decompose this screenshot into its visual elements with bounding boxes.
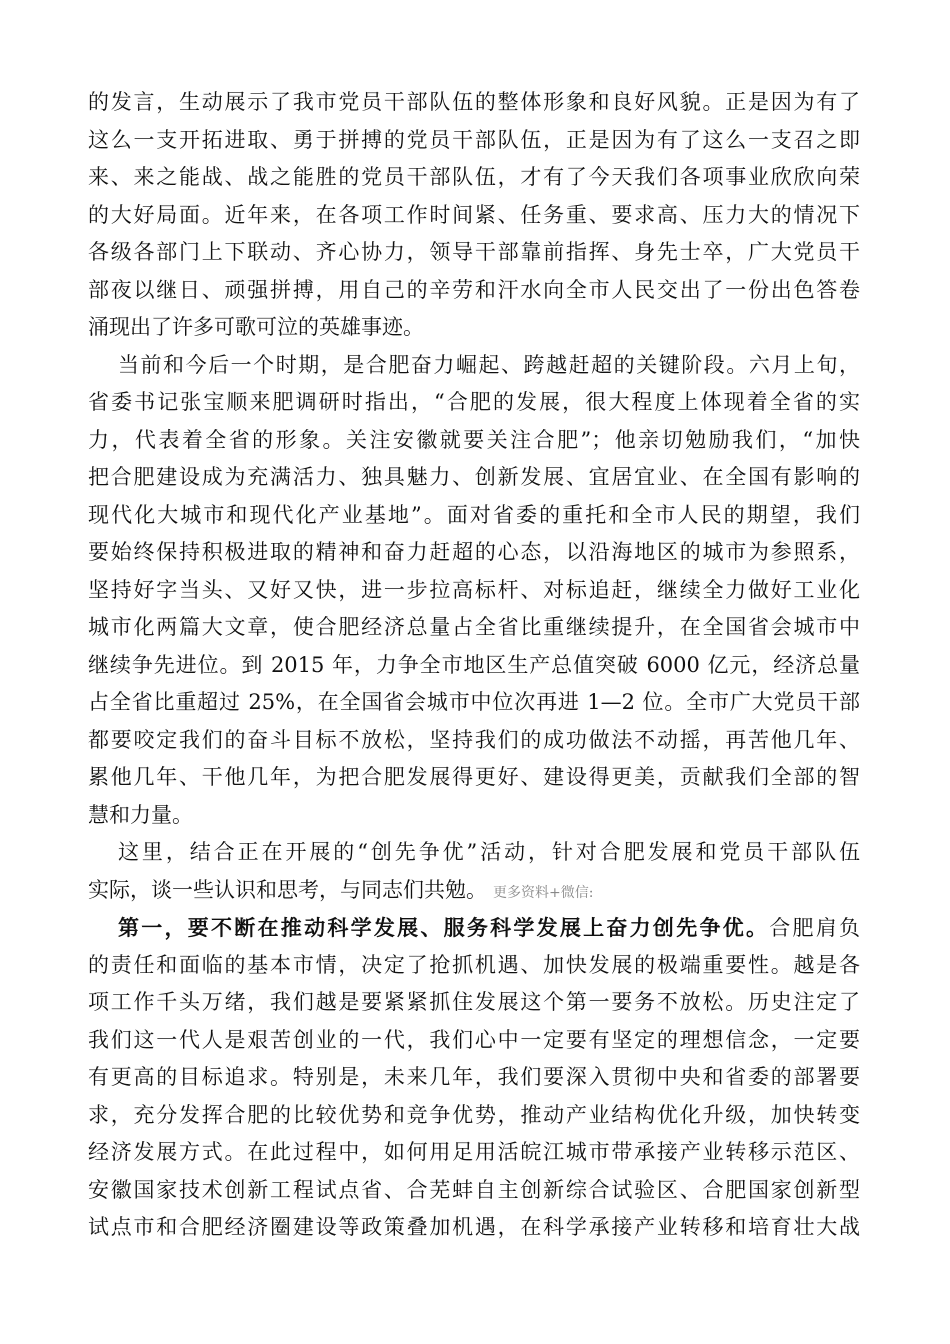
text-span: 实际，谈一些认识和思考，与同志们共勉。: [88, 877, 487, 902]
paragraph-4: [88, 909, 860, 1247]
document-body: [88, 84, 860, 1247]
text-line: 这里，结合正在开展的“创先争优”活动，针对合肥发展和党员干部队伍: [118, 840, 860, 864]
text-line: 部夜以继日、顽强拼搏，用自己的辛劳和汗水向全市人民交出了一份出色答卷: [88, 277, 860, 302]
text-line: 求，充分发挥合肥的比较优势和竞争优势，推动产业结构优化升级，加快转变: [88, 1102, 860, 1127]
text-line: 有更高的目标追求。特别是，未来几年，我们要深入贯彻中央和省委的部署要: [88, 1065, 860, 1089]
text-line: 的发言，生动展示了我市党员干部队伍的整体形象和良好风貌。正是因为有了: [88, 90, 860, 114]
text-line: 都要咬定我们的奋斗目标不放松，坚持我们的成功做法不动摇，再苦他几年、: [88, 727, 860, 752]
text-line: 现代化大城市和现代化产业基地”。面对省委的重托和全市人民的期望，我们: [88, 502, 860, 527]
text-line: 各级各部门上下联动、齐心协力，领导干部靠前指挥、身先士卒，广大党员干: [88, 240, 860, 264]
paragraph-2: [88, 347, 860, 835]
text-line: 省委书记张宝顺来肥调研时指出，“合肥的发展，很大程度上体现着全省的实: [88, 390, 860, 414]
text-line: 的大好局面。近年来，在各项工作时间紧、任务重、要求高、压力大的情况下: [88, 202, 860, 227]
text-line: 力，代表着全省的形象。关注安徽就要关注合肥”；他亲切勉励我们，“加快: [88, 427, 860, 452]
text-line: 安徽国家技术创新工程试点省、合芜蚌自主创新综合试验区、合肥国家创新型: [88, 1177, 860, 1202]
text-line: [88, 872, 860, 910]
text-line: 我们这一代人是艰苦创业的一代，我们心中一定要有坚定的理想信念，一定要: [88, 1027, 860, 1052]
text-line: 项工作千头万绪，我们越是要紧紧抓住发展这个第一要务不放松。历史注定了: [88, 990, 860, 1014]
text-line: 慧和力量。: [88, 802, 193, 827]
text-line: [88, 909, 860, 947]
paragraph-3: [88, 834, 860, 909]
section-heading: 第一，要不断在推动科学发展、服务科学发展上奋力创先争优。: [118, 915, 770, 940]
text-line: 把合肥建设成为充满活力、独具魅力、创新发展、宜居宜业、在全国有影响的: [88, 465, 860, 489]
text-line: 累他几年、干他几年，为把合肥发展得更好、建设得更美，贡献我们全部的智: [88, 765, 860, 789]
text-line: 占全省比重超过 25%，在全国省会城市中位次再进 1—2 位。全市广大党员干部: [88, 690, 860, 714]
text-line: 要始终保持积极进取的精神和奋力赶超的心态，以沿海地区的城市为参照系，: [88, 540, 860, 564]
paragraph-1: [88, 84, 860, 347]
text-line: 试点市和合肥经济圈建设等政策叠加机遇，在科学承接产业转移和培育壮大战: [88, 1215, 860, 1239]
text-line: 经济发展方式。在此过程中，如何用足用活皖江城市带承接产业转移示范区、: [88, 1140, 860, 1164]
text-line: 来、来之能战、战之能胜的党员干部队伍，才有了今天我们各项事业欣欣向荣: [88, 165, 860, 189]
text-line: 当前和今后一个时期，是合肥奋力崛起、跨越赶超的关键阶段。六月上旬，: [118, 352, 860, 377]
watermark-note: 更多资料+微信:: [493, 884, 594, 901]
text-line: 的责任和面临的基本市情，决定了抢抓机遇、加快发展的极端重要性。越是各: [88, 952, 860, 977]
text-line: 城市化两篇大文章，使合肥经济总量占全省比重继续提升，在全国省会城市中: [88, 615, 860, 639]
text-line: 涌现出了许多可歌可泣的英雄事迹。: [88, 315, 424, 339]
text-line: 这么一支开拓进取、勇于拼搏的党员干部队伍，正是因为有了这么一支召之即: [88, 127, 860, 152]
text-line: 继续争先进位。到 2015 年，力争全市地区生产总值突破 6000 亿元，经济总量: [88, 652, 860, 677]
text-line: 坚持好字当头、又好又快，进一步拉高标杆、对标追赶，继续全力做好工业化: [88, 577, 860, 602]
text-span: 合肥肩负: [769, 916, 861, 940]
